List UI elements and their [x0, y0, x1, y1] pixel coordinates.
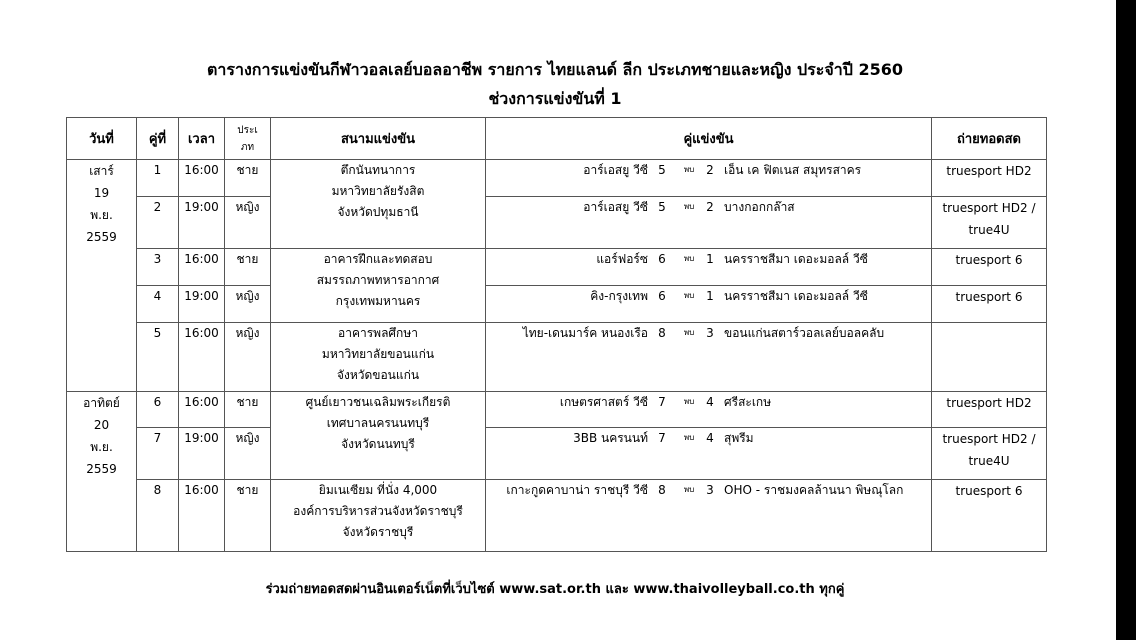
day-year: 2559: [86, 230, 117, 244]
match-number: 6: [137, 392, 179, 428]
tv-channel: truesport HD2 /: [942, 432, 1036, 446]
right-edge-bar: [1116, 0, 1136, 640]
venue-line: มหาวิทยาลัยขอนแก่น: [321, 347, 435, 361]
home-score: 6: [658, 289, 666, 303]
venue-cell: [271, 323, 486, 392]
home-score: 8: [658, 483, 666, 497]
match-type: ชาย: [225, 480, 271, 552]
tv-cell: [932, 197, 1047, 249]
match-number: 2: [137, 197, 179, 249]
vs-label: พบ: [683, 254, 695, 263]
tv-channel: truesport 6: [955, 290, 1023, 304]
home-team: เกาะกูดคาบาน่า ราชบุรี วีซี: [506, 483, 648, 497]
match-number: 3: [137, 249, 179, 286]
match-time: 19:00: [179, 428, 225, 480]
away-score: 4: [706, 431, 714, 445]
away-score: 3: [706, 483, 714, 497]
away-score: 1: [706, 289, 714, 303]
tv-cell: [932, 286, 1047, 323]
tv-cell: [932, 392, 1047, 428]
match-cell: [486, 392, 932, 428]
header-time: เวลา: [179, 118, 225, 160]
header-tv: ถ่ายทอดสด: [932, 118, 1047, 160]
match-time: 16:00: [179, 160, 225, 197]
table-row: [67, 428, 1047, 480]
match-type: ชาย: [225, 392, 271, 428]
match-cell: [486, 249, 932, 286]
day-date: 20: [93, 418, 110, 432]
footer-note: ร่วมถ่ายทอดสดผ่านอินเตอร์เน็ตที่เว็บไซต์ www.sat.or.th และ www.thaivolleyball.co.th ทุกคู่: [265, 582, 845, 597]
away-team: สุพรีม: [724, 431, 754, 445]
away-score: 2: [706, 200, 714, 214]
match-number: 1: [137, 160, 179, 197]
tv-cell: [932, 480, 1047, 552]
home-score: 6: [658, 252, 666, 266]
table-row: [67, 392, 1047, 428]
match-time: 16:00: [179, 249, 225, 286]
tv-channel: truesport 6: [955, 253, 1023, 267]
away-team: นครราชสีมา เดอะมอลล์ วีซี: [724, 252, 868, 266]
vs-label: พบ: [683, 433, 695, 442]
table-row: [67, 160, 1047, 197]
day-month: พ.ย.: [90, 440, 113, 454]
venue-line: อาคารฝึกและทดสอบ: [323, 252, 433, 266]
venue-line: อาคารพลศึกษา: [338, 326, 418, 340]
away-score: 3: [706, 326, 714, 340]
match-time: 19:00: [179, 286, 225, 323]
home-team: เกษตรศาสตร์ วีซี: [559, 395, 648, 409]
day-weekday: อาทิตย์: [83, 396, 120, 410]
tv-cell: [932, 160, 1047, 197]
day-cell-sunday: [67, 392, 137, 552]
match-time: 19:00: [179, 197, 225, 249]
venue-line: สมรรถภาพทหารอากาศ: [316, 273, 440, 287]
tv-channel: truesport HD2: [946, 396, 1032, 410]
table-row: [67, 480, 1047, 552]
venue-line: กรุงเทพมหานคร: [335, 294, 421, 308]
page-title: ตารางการแข่งขันกีฬาวอลเลย์บอลอาชีพ รายการ ไทยแลนด์ ลีก ประเภทชายและหญิง ประจำปี 2560: [207, 60, 903, 79]
home-team: แอร์ฟอร์ซ: [596, 252, 648, 266]
tv-channel: truesport 6: [955, 484, 1023, 498]
away-score: 4: [706, 395, 714, 409]
match-time: 16:00: [179, 480, 225, 552]
vs-label: พบ: [683, 485, 695, 494]
match-type: ชาย: [225, 160, 271, 197]
day-date: 19: [93, 186, 110, 200]
table-row: [67, 323, 1047, 392]
page-subtitle: ช่วงการแข่งขันที่ 1: [488, 89, 622, 108]
away-team: บางกอกกล๊าส: [724, 200, 795, 214]
venue-line: ยิมเนเซียม ที่นั่ง 4,000: [318, 483, 438, 497]
match-type: ชาย: [225, 249, 271, 286]
venue-cell: [271, 392, 486, 480]
tv-channel: truesport HD2 /: [942, 201, 1036, 215]
match-time: 16:00: [179, 323, 225, 392]
tv-cell: [932, 323, 1047, 392]
venue-line: ศูนย์เยาวชนเฉลิมพระเกียรติ: [305, 395, 451, 409]
away-team: OHO - ราชมงคลล้านนา พิษณุโลก: [724, 483, 904, 497]
away-team: ขอนแก่นสตาร์วอลเลย์บอลคลับ: [724, 326, 885, 340]
away-team: เอ็น เค ฟิตเนส สมุทรสาคร: [724, 163, 862, 177]
away-score: 2: [706, 163, 714, 177]
home-score: 7: [658, 395, 666, 409]
vs-label: พบ: [683, 397, 695, 406]
away-team: นครราชสีมา เดอะมอลล์ วีซี: [724, 289, 868, 303]
vs-label: พบ: [683, 202, 695, 211]
match-number: 8: [137, 480, 179, 552]
home-score: 5: [658, 163, 666, 177]
vs-label: พบ: [683, 328, 695, 337]
match-type: หญิง: [225, 323, 271, 392]
table-row: [67, 286, 1047, 323]
venue-cell: [271, 160, 486, 249]
venue-line: มหาวิทยาลัยรังสิต: [331, 184, 425, 198]
home-team: 3BB นครนนท์: [573, 431, 648, 445]
venue-line: จังหวัดขอนแก่น: [336, 368, 420, 382]
home-score: 7: [658, 431, 666, 445]
tv-channel-2: true4U: [968, 454, 1010, 468]
match-number: 5: [137, 323, 179, 392]
match-cell: [486, 323, 932, 392]
match-cell: [486, 286, 932, 323]
match-number: 4: [137, 286, 179, 323]
table-row: [67, 249, 1047, 286]
tv-channel: truesport HD2: [946, 164, 1032, 178]
header-pair: คู่ที่: [137, 118, 179, 160]
vs-label: พบ: [683, 291, 695, 300]
header-row: [67, 118, 1047, 160]
venue-cell: [271, 480, 486, 552]
day-month: พ.ย.: [90, 208, 113, 222]
venue-line: จังหวัดนนทบุรี: [341, 437, 415, 451]
match-time: 16:00: [179, 392, 225, 428]
tv-cell: [932, 428, 1047, 480]
venue-line: องค์การบริหารส่วนจังหวัดราชบุรี: [293, 504, 463, 518]
venue-line: เทศบาลนครนนทบุรี: [326, 416, 430, 430]
header-day: วันที่: [67, 118, 137, 160]
away-score: 1: [706, 252, 714, 266]
day-weekday: เสาร์: [89, 164, 114, 178]
venue-cell: [271, 249, 486, 323]
home-team: อาร์เอสยู วีซี: [583, 163, 648, 177]
home-score: 8: [658, 326, 666, 340]
match-cell: [486, 160, 932, 197]
match-type: หญิง: [225, 286, 271, 323]
header-type-text: ประเภท: [237, 124, 258, 153]
tv-cell: [932, 249, 1047, 286]
venue-line: ตึกนันทนาการ: [340, 163, 416, 177]
home-score: 5: [658, 200, 666, 214]
day-cell-saturday: [67, 160, 137, 392]
tv-channel-2: true4U: [968, 223, 1010, 237]
table-row: [67, 197, 1047, 249]
away-team: ศรีสะเกษ: [724, 395, 772, 409]
header-type: [225, 118, 271, 160]
home-team: คิง-กรุงเทพ: [590, 289, 648, 303]
match-type: หญิง: [225, 428, 271, 480]
match-cell: [486, 480, 932, 552]
match-type: หญิง: [225, 197, 271, 249]
header-match: คู่แข่งขัน: [486, 118, 932, 160]
match-cell: [486, 428, 932, 480]
header-venue: สนามแข่งขัน: [271, 118, 486, 160]
match-number: 7: [137, 428, 179, 480]
match-cell: [486, 197, 932, 249]
venue-line: จังหวัดปทุมธานี: [337, 205, 419, 219]
home-team: ไทย-เดนมาร์ค หนองเรือ: [522, 326, 648, 340]
home-team: อาร์เอสยู วีซี: [583, 200, 648, 214]
venue-line: จังหวัดราชบุรี: [342, 525, 414, 539]
schedule-table: [66, 117, 1047, 552]
day-year: 2559: [86, 462, 117, 476]
vs-label: พบ: [683, 165, 695, 174]
